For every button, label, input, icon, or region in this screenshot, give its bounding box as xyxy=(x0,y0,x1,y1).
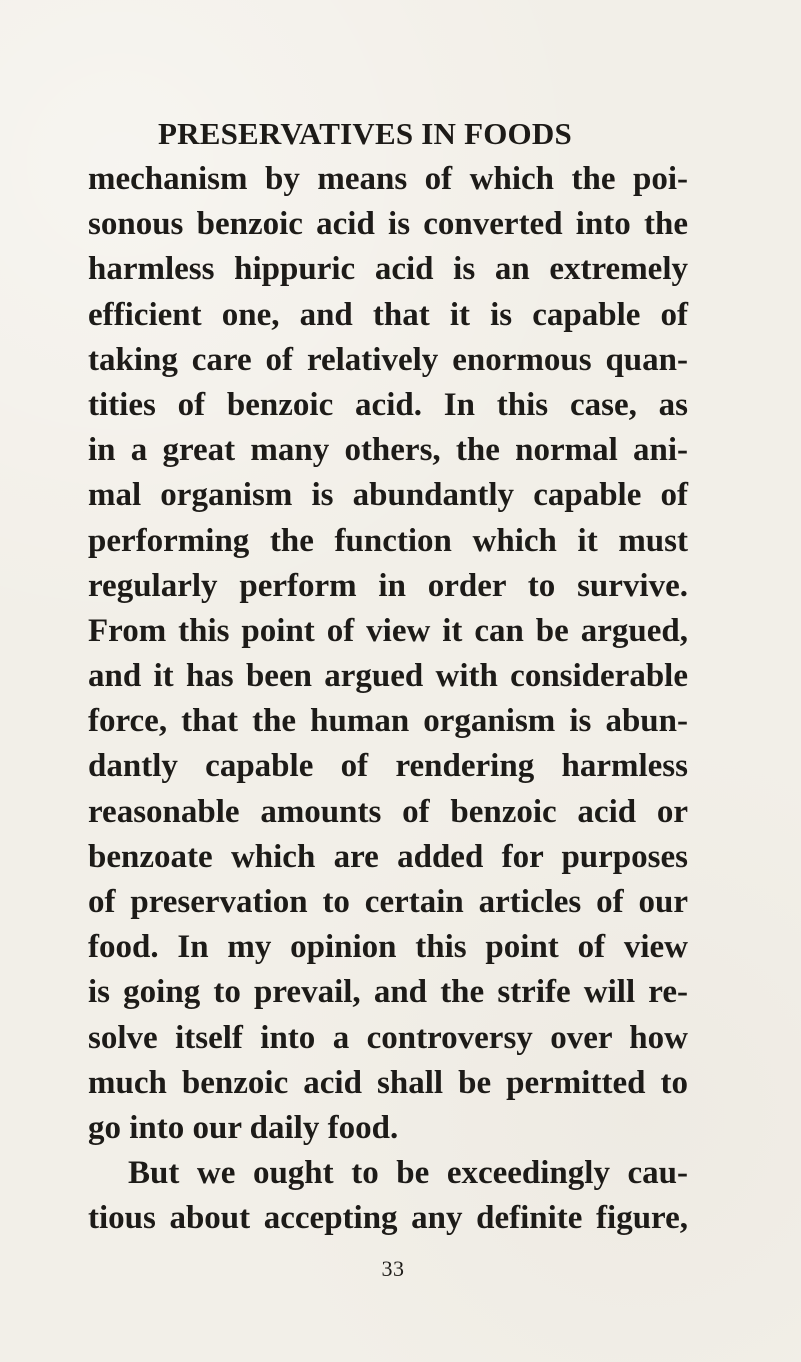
text-line-8: mal organism is abundantly capable of xyxy=(88,477,688,514)
text-line-3: harmless hippuric acid is an extremely xyxy=(88,251,688,288)
text-line-4: efficient one, and that it is capable of xyxy=(88,296,688,333)
text-line-21: much benzoic acid shall be permitted to xyxy=(88,1064,688,1101)
text-line-17: of preservation to certain articles of our xyxy=(88,884,688,920)
text-line-19: is going to prevail, and the strife will re- xyxy=(88,974,688,1011)
text-line-23: But we ought to be exceedingly cau- xyxy=(128,1155,688,1192)
text-line-20: solve itself into a controversy over how xyxy=(88,1019,688,1056)
text-line-7: in a great many others, the normal ani- xyxy=(88,432,688,469)
running-head: PRESERVATIVES IN FOODS xyxy=(158,116,572,151)
text-line-2: sonous benzoic acid is converted into the xyxy=(88,206,688,243)
text-line-24: tious about accepting any definite figure, xyxy=(88,1200,688,1237)
text-line-5: taking care of relatively enormous quan- xyxy=(88,341,688,378)
text-line-14: dantly capable of rendering harmless xyxy=(88,748,688,785)
text-line-18: food. In my opinion this point of view xyxy=(88,929,688,966)
text-line-10: regularly perform in order to survive. xyxy=(88,567,688,604)
text-line-9: performing the function which it must xyxy=(88,522,688,559)
body-text xyxy=(88,157,688,1242)
text-line-15: reasonable amounts of benzoic acid or xyxy=(88,793,688,830)
text-line-11: From this point of view it can be argued, xyxy=(88,612,688,649)
text-line-13: force, that the human organism is abun- xyxy=(88,703,688,740)
text-line-16: benzoate which are added for purposes xyxy=(88,838,688,875)
text-line-12: and it has been argued with considerable xyxy=(88,658,688,695)
text-line-22: go into our daily food. xyxy=(88,1109,399,1146)
page-number: 33 xyxy=(381,1256,405,1281)
text-line-6: tities of benzoic acid. In this case, as xyxy=(88,386,688,423)
text-line-1: mechanism by means of which the poi- xyxy=(88,161,688,197)
